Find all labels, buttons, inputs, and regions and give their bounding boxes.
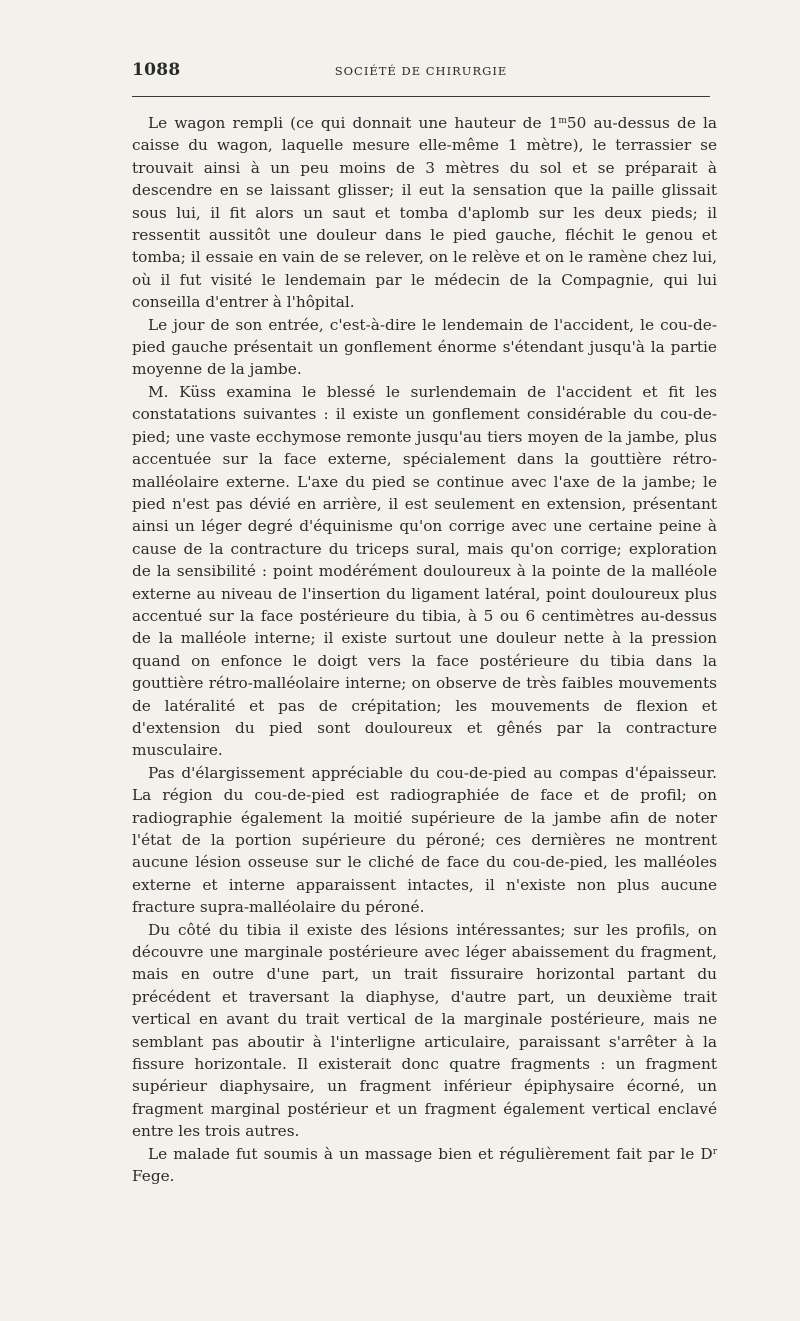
- paragraph: Le wagon rempli (ce qui donnait une hauteur de 1$^m$50 au-dessus de la caisse du wagon, laquelle mesure elle-même 1 mètre), le terrassier se trouvait ainsi à un peu moins de 3 mètres du sol et se préparait à descendre en se laissant glisser; il eut la sensation que la paille glissait sous lui, il fit alors un saut et tomba d'aplomb sur les deux pieds; il ressentit aussitôt une douleur dans le pied gauche, fléchit le genou et tomba; il essaie en vain de se relever, on le relève et on le ramène chez lui, où il fut visité le lendemain par le médecin de la Compagnie, qui lui conseilla d'entrer à l'hôpital.: [132, 114, 718, 312]
- body-text: [132, 112, 717, 1188]
- running-title: SOCIÉTÉ DE CHIRURGIE: [334, 64, 508, 78]
- paragraph: M. Küss examina le blessé le surlendemain de l'accident et fit les constatations suivantes : il existe un gonflement considérable du cou-de-pied; une vaste ecchymose remonte jusqu'au tiers moyen de la jambe, plus accentuée sur la face externe, spécialement dans la gouttière rétro-malléolaire externe. L'axe du pied se continue avec l'axe de la jambe; le pied n'est pas dévié en arrière, il est seulement en extension, présentant ainsi un léger degré d'équinisme qu'on corrige avec une certaine peine à cause de la contracture du triceps sural, mais qu'on corrige; exploration de la sensibilité : point modérément douloureux à la pointe de la malléole externe au niveau de l'insertion du ligament latéral, point douloureux plus accentué sur la face postérieure du tibia, à 5 ou 6 centimètres au-dessus de la malléole interne; il existe surtout une douleur nette à la pression quand on enfonce le doigt vers la face postérieure du tibia dans la gouttière rétro-malléolaire interne; on observe de très faibles mouvements de latéralité et pas de crépitation; les mouvements de flexion et d'extension du pied sont douloureux et gênés par la contracture musculaire.: [132, 382, 717, 760]
- paragraph: Pas d'élargissement appréciable du cou-de-pied au compas d'épaisseur. La région du cou-de-pied est radiographiée de face et de profil; on radiographie également la moitié supérieure de la jambe afin de noter l'état de la portion supérieure du péroné; ces dernières ne montrent aucune lésion osseuse sur le cliché de face du cou-de-pied, les malléoles externe et interne apparaissent intactes, il n'existe non plus aucune fracture supra-malléolaire du péroné.: [132, 763, 717, 917]
- running-head: [132, 56, 710, 84]
- paragraph: Le malade fut soumis à un massage bien et régulièrement fait par le $D^r$ Fege.: [132, 1144, 717, 1186]
- header-rule: [132, 96, 710, 97]
- paragraph: Du côté du tibia il existe des lésions intéressantes; sur les profils, on découvre une marginale postérieure avec léger abaissement du fragment, mais en outre d'une part, un trait fissuraire horizontal partant du précédent et traversant la diaphyse, d'autre part, un deuxième trait vertical en avant du trait vertical de la marginale postérieure, mais ne semblant pas aboutir à l'interligne articulaire, paraissant s'arrêter à la fissure horizontale. Il existerait donc quatre fragments : un fragment supérieur diaphysaire, un fragment inférieur épiphysaire écorné, un fragment marginal postérieur et un fragment également vertical enclavé entre les trois autres.: [132, 920, 717, 1141]
- paragraph: Le jour de son entrée, c'est-à-dire le lendemain de l'accident, le cou-de-pied gauche présentait un gonflement énorme s'étendant jusqu'à la partie moyenne de la jambe.: [132, 315, 717, 379]
- page-number: 1088: [132, 60, 181, 80]
